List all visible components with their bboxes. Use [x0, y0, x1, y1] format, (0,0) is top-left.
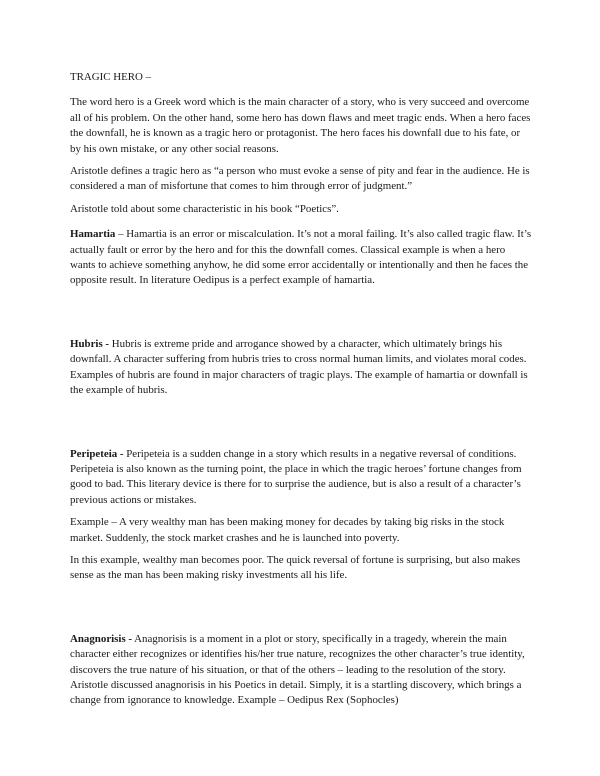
- peripeteia-example-paragraph: Example – A very wealthy man has been making money for decades by taking big risks in the stock market. Suddenly, the stock market crashes and he is launched into poverty.: [70, 516, 505, 544]
- aristotle-poetics-paragraph: Aristotle told about some characteristic in his book “Poetics”.: [70, 202, 339, 215]
- hamartia-term: Hamartia: [70, 228, 116, 241]
- peripeteia-explanation-paragraph: In this example, wealthy man becomes poor. The quick reversal of fortune is surprising, but also makes sense as the man has been making risky investments all his life.: [70, 553, 521, 582]
- hamartia-paragraph: [70, 227, 532, 289]
- page-title: TRAGIC HERO –: [70, 71, 152, 83]
- anagnorisis-term: Anagnorisis -: [70, 632, 133, 645]
- anagnorisis-text: Anagnorisis is a moment in a plot or story, specifically in a tragedy, wherein the main character either recognizes or identifies his/her true nature, recognizes the other character’s true identity, discovers the true nature of his situation, or that of the others – leading to the resolution of the story. Aristotle discussed anagnorisis in his Poetics in detail. Simply, it is a startling discovery, which brings a change from ignorance to knowledge. Example – Oedipus Rex (Sophocles): [70, 632, 525, 707]
- peripeteia-paragraph: [70, 447, 532, 509]
- hubris-paragraph: [70, 337, 532, 399]
- hamartia-text: – Hamartia is an error or miscalculation. It’s not a moral failing. It’s also called tragic flaw. It’s actually fault or error by the hero and for this the downfall comes. Classical example is when a hero wants to achieve something anyhow, he did some error accidentally or intentionally and then he faces the opposite result. In literature Oedipus is a perfect example of hamartia.: [70, 228, 532, 287]
- anagnorisis-paragraph: [70, 632, 532, 709]
- aristotle-definition-paragraph: Aristotle defines a tragic hero as “a person who must evoke a sense of pity and fear in the audience. He is considered a man of misfortune that comes to him through error of judgment.”: [70, 165, 530, 193]
- peripeteia-text: Peripeteia is a sudden change in a story which results in a negative reversal of conditions. Peripeteia is also known as the turning point, the place in which the tragic heroes’ fortune changes from good to bad. This literary device is there for to surprise the audience, but is also a result of a character’s previous actions or mistakes.: [70, 447, 522, 506]
- intro-paragraph: The word hero is a Greek word which is the main character of a story, who is very succeed and overcome all of his problem. On the other hand, some hero has down flaws and meet tragic ends. When a hero faces the downfall, he is known as a tragic hero or protagonist. The hero faces his downfall due to his fate, or by his own mistake, or any other social reasons.: [70, 96, 531, 155]
- peripeteia-term: Peripeteia -: [70, 447, 124, 460]
- hubris-term: Hubris -: [70, 337, 110, 350]
- hubris-text: Hubris is extreme pride and arrogance showed by a character, which ultimately brings his downfall. A character suffering from hubris tries to cross normal human limits, and violates moral codes. Examples of hubris are found in major characters of tragic plays. The example of hamartia or downfall is the example of hubris.: [70, 337, 528, 397]
